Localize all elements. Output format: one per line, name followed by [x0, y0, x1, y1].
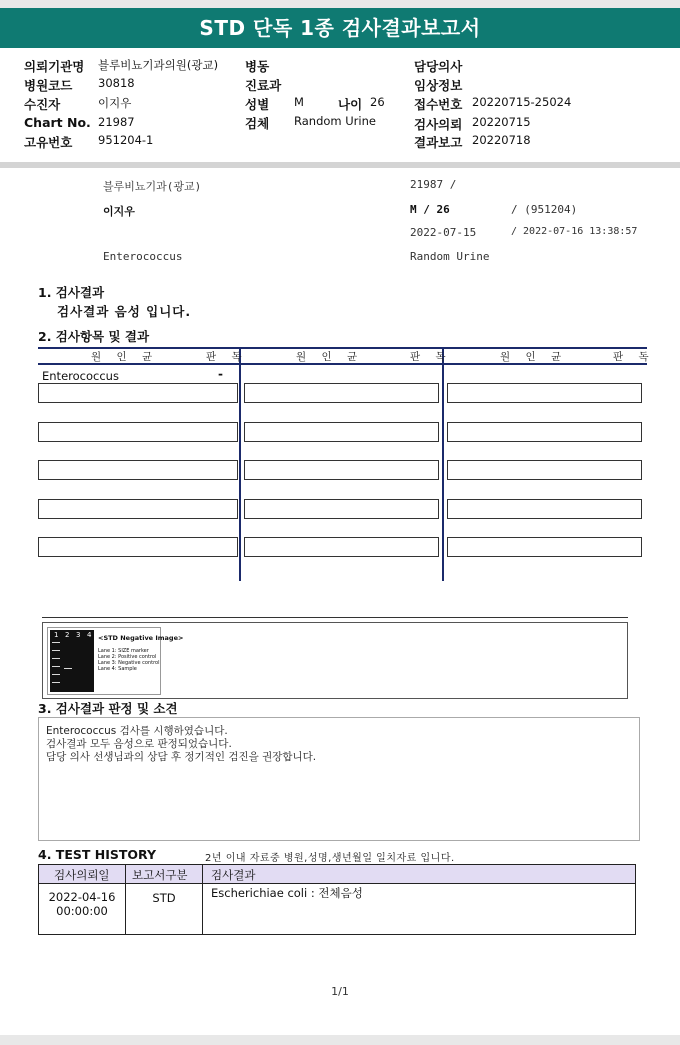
empty-cell [447, 422, 642, 442]
header-separator [0, 162, 680, 168]
col-judge-header: 판 독 [206, 351, 248, 363]
marker-band [52, 658, 60, 659]
info-institution: 블루비뇨기과(광교) [103, 180, 202, 193]
positive-band [64, 668, 72, 669]
gel-title: <STD Negative Image> [98, 634, 184, 642]
empty-cell [447, 383, 642, 403]
age-value: 26 [370, 95, 385, 109]
unique-no-label: 고유번호 [24, 135, 73, 150]
marker-band [52, 642, 60, 643]
request-value: 20220715 [472, 115, 531, 129]
history-table-header [39, 865, 635, 884]
empty-cell [38, 499, 238, 519]
opinion-line: Enterococcus 검사를 시행하였습니다. [46, 725, 228, 737]
specimen-value: Random Urine [294, 114, 376, 128]
history-col-divider [202, 865, 203, 934]
lane-number: 4 [87, 631, 92, 639]
empty-cell [244, 422, 439, 442]
section3-title: 3. 검사결과 판정 및 소견 [38, 701, 178, 716]
empty-cell [244, 537, 439, 557]
lane-number: 2 [65, 631, 70, 639]
section2-title: 2. 검사항목 및 결과 [38, 329, 150, 344]
info-specimen: Random Urine [410, 250, 490, 263]
col-organism-header: 원 인 균 [91, 351, 159, 363]
gel-legend-item: Lane 3: Negative control [98, 660, 160, 666]
empty-cell [447, 537, 642, 557]
col-judge-header: 판 독 [410, 351, 452, 363]
col-organism-header: 원 인 균 [500, 351, 568, 363]
hospital-code-label: 병원코드 [24, 78, 73, 93]
request-label: 검사의뢰 [414, 117, 463, 132]
chart-no-value: 21987 [98, 115, 135, 129]
col-organism-header: 원 인 균 [296, 351, 364, 363]
info-reported: / 2022-07-16 13:38:57 [511, 226, 638, 237]
patient-value: 이지우 [98, 96, 132, 110]
report-title: STD 단독 1종 검사결과보고서 [0, 8, 680, 48]
gel-image [47, 627, 184, 695]
history-col-date: 검사의뢰일 [54, 868, 110, 882]
empty-cell [38, 422, 238, 442]
lane-number: 3 [76, 631, 81, 639]
lane-number: 1 [54, 631, 59, 639]
divider-line [42, 617, 628, 618]
marker-band [52, 682, 60, 683]
gel-legend-item: Lane 1: SIZE marker [98, 648, 149, 654]
empty-cell [244, 499, 439, 519]
empty-cell [447, 460, 642, 480]
history-table [38, 864, 636, 935]
ward-label: 병동 [245, 59, 270, 74]
section1-title: 1. 검사결과 [38, 285, 105, 300]
gel-image-box [42, 622, 628, 699]
sex-value: M [294, 95, 304, 109]
gel-photo [50, 630, 94, 692]
institution-value: 블루비뇨기과의원(광교) [98, 58, 219, 72]
empty-cell [38, 460, 238, 480]
receipt-label: 접수번호 [414, 97, 463, 112]
empty-cell [244, 460, 439, 480]
info-sex-age: M / 26 [410, 203, 450, 216]
opinion-line: 검사결과 모두 음성으로 판정되었습니다. [46, 738, 232, 750]
clinical-info-label: 임상정보 [414, 78, 463, 93]
info-received: 2022-07-15 [410, 226, 477, 239]
doctor-label: 담당의사 [414, 59, 463, 74]
grid-divider [239, 347, 241, 581]
history-type: STD [152, 891, 176, 905]
history-date: 2022-04-16 00:00:00 [48, 890, 116, 918]
info-name: 이지우 [103, 205, 135, 218]
chart-no-label: Chart No. [24, 115, 91, 130]
opinion-box [38, 717, 640, 841]
report-date-value: 20220718 [472, 133, 531, 147]
marker-band [52, 650, 60, 651]
bottom-strip [0, 1035, 680, 1045]
empty-cell [38, 537, 238, 557]
history-col-type: 보고서구분 [132, 868, 188, 882]
marker-band [52, 674, 60, 675]
top-strip [0, 0, 680, 8]
marker-band [52, 666, 60, 667]
gel-legend-item: Lane 2: Positive control [98, 654, 157, 660]
empty-cell [447, 499, 642, 519]
institution-label: 의뢰기관명 [24, 59, 85, 74]
hospital-code-value: 30818 [98, 76, 135, 90]
grid-divider [442, 347, 444, 581]
result-summary: 검사결과 음성 입니다. [57, 304, 192, 319]
history-result: Escherichiae coli : 전체음성 [211, 886, 363, 900]
specimen-label: 검체 [245, 116, 270, 131]
result-grid [38, 347, 655, 581]
col-judge-header: 판 독 [613, 351, 655, 363]
department-label: 진료과 [245, 78, 282, 93]
receipt-value: 20220715-25024 [472, 95, 572, 109]
info-chart: 21987 / [410, 178, 457, 191]
empty-cell [38, 383, 238, 403]
organism-judgement: - [218, 367, 223, 381]
info-birth: / (951204) [511, 203, 578, 216]
gel-legend-item: Lane 4: Sample [98, 666, 137, 672]
info-organism: Enterococcus [103, 250, 183, 263]
page-number: 1/1 [331, 985, 349, 998]
unique-no-value: 951204-1 [98, 133, 154, 147]
section4-title: 4. TEST HISTORY [38, 847, 157, 862]
history-note: 2년 이내 자료중 병원,성명,생년월일 일치자료 입니다. [205, 853, 455, 864]
age-label: 나이 [338, 97, 363, 112]
sex-label: 성별 [245, 97, 270, 112]
empty-cell [244, 383, 439, 403]
organism-name: Enterococcus [42, 369, 119, 383]
patient-label: 수진자 [24, 97, 61, 112]
report-date-label: 결과보고 [414, 135, 463, 150]
history-col-result: 검사결과 [211, 868, 256, 882]
opinion-line: 담당 의사 선생님과의 상담 후 정기적인 검진을 권장합니다. [46, 751, 317, 763]
